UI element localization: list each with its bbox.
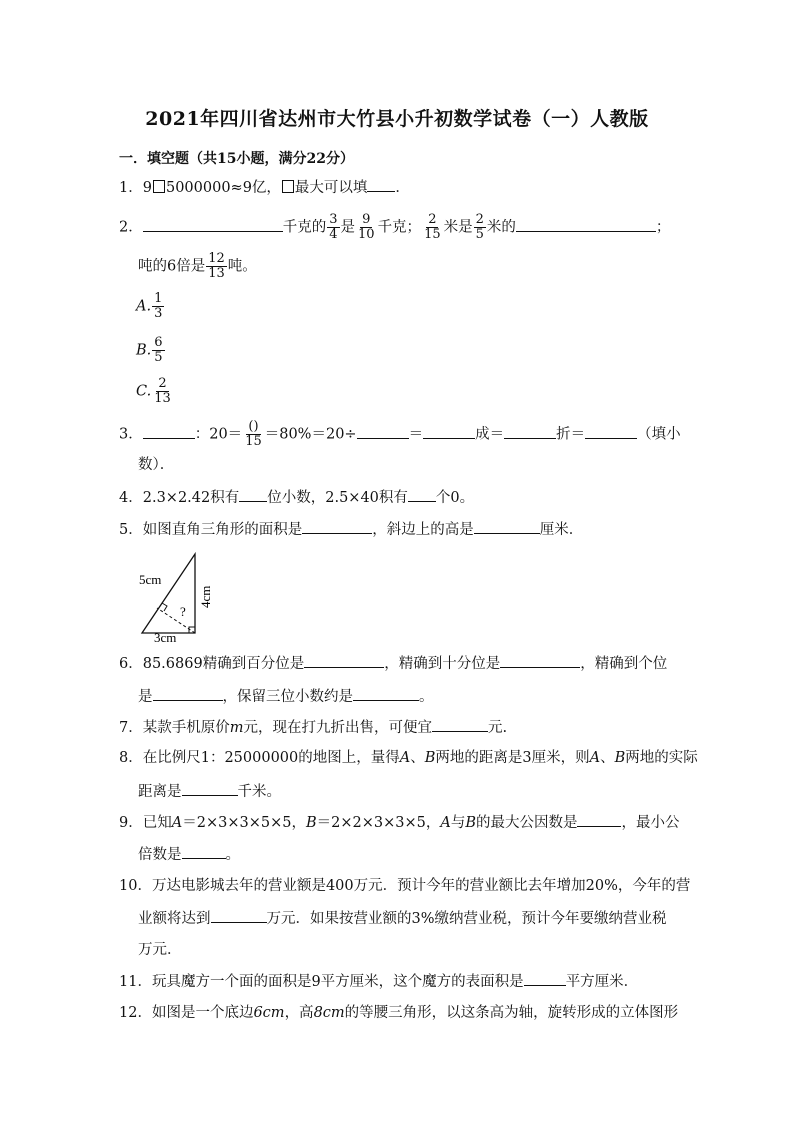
- q2-text: 吨。: [227, 258, 257, 275]
- numerator: 1: [154, 291, 163, 306]
- page-title: 2021年四川省达州市大竹县小升初数学试卷（一）人教版: [145, 108, 649, 130]
- answer-blank[interactable]: [153, 686, 223, 701]
- q1-text-a: 9: [142, 180, 152, 196]
- triangle-outline: [142, 554, 195, 633]
- q1-text-c: 最大可以填: [294, 180, 368, 196]
- q12-base-value: 6cm: [253, 1005, 285, 1021]
- height-label: 4cm: [198, 585, 213, 608]
- point-a: A: [589, 750, 601, 766]
- question-number: 9．: [119, 815, 143, 831]
- fraction: [474, 213, 486, 242]
- question-10-line-2: [138, 908, 667, 929]
- option-a[interactable]: [136, 292, 165, 321]
- denominator: 15: [245, 434, 262, 449]
- q2-text: ；: [655, 219, 671, 236]
- q3-text: ＝: [408, 426, 424, 443]
- fraction: [243, 420, 264, 449]
- answer-blank[interactable]: [432, 717, 488, 732]
- denominator: 3: [154, 306, 163, 321]
- q9-text: 与: [450, 815, 466, 831]
- question-number: 4．: [119, 490, 143, 506]
- q8-text: 距离是: [138, 784, 182, 800]
- q1-text-d: ．: [395, 180, 410, 196]
- numerator: 2: [475, 212, 484, 227]
- question-12: [119, 1003, 678, 1023]
- question-number: 11．: [119, 974, 152, 990]
- question-3-line-2: [138, 455, 174, 475]
- denominator: 5: [154, 350, 163, 365]
- q2-text: 千克；: [377, 219, 422, 236]
- answer-blank[interactable]: [182, 844, 226, 859]
- option-letter: B.: [136, 342, 152, 359]
- answer-blank[interactable]: [357, 424, 409, 439]
- question-6: [119, 653, 667, 674]
- fraction: [327, 213, 339, 242]
- answer-blank[interactable]: [577, 812, 621, 827]
- numerator: 3: [329, 212, 338, 227]
- question-number: 8．: [119, 750, 143, 766]
- right-triangle-figure: [136, 548, 226, 644]
- q12-height-value: 8cm: [313, 1005, 345, 1021]
- q3-text: ：20＝: [194, 426, 243, 443]
- q6-text: 是: [138, 689, 153, 705]
- q9-text: 已知: [142, 815, 172, 831]
- section-heading: 一．填空题（共15小题，满分22分）: [119, 151, 354, 167]
- answer-blank[interactable]: [474, 519, 540, 534]
- question-2: [119, 213, 670, 242]
- q9-text: ＝2×3×3×5×5，: [182, 815, 306, 831]
- q11-text: 平方厘米．: [565, 974, 639, 990]
- q11-text: 玩具魔方一个面的面积是9平方厘米，这个魔方的表面积是: [151, 974, 524, 990]
- question-number: 7．: [119, 720, 143, 736]
- numerator: (): [248, 419, 259, 434]
- answer-blank[interactable]: [500, 653, 580, 668]
- question-10-line-3: [138, 940, 182, 960]
- q2-text: 吨的6倍是: [138, 258, 206, 275]
- q9-text: 倍数是: [138, 847, 182, 863]
- q9-text: ＝2×2×3×3×5，: [316, 815, 441, 831]
- q3-text: ＝80%＝20÷: [264, 426, 357, 443]
- denominator: 13: [208, 266, 225, 281]
- question-number: 3．: [119, 426, 143, 443]
- numerator: 2: [428, 212, 437, 227]
- answer-blank[interactable]: [524, 971, 566, 986]
- question-6-line-2: [138, 686, 434, 707]
- question-7: [119, 717, 507, 738]
- q5-text: ，斜边上的高是: [372, 522, 474, 538]
- square-box-icon: [153, 180, 165, 193]
- q4-text: 2.3×2.42积有: [142, 490, 240, 506]
- answer-blank[interactable]: [353, 686, 419, 701]
- q9-text: 。: [225, 847, 240, 863]
- fraction: [356, 213, 377, 242]
- variable-m: m: [229, 720, 244, 736]
- q5-text: 厘米．: [539, 522, 584, 538]
- q6-text: ，保留三位小数约是: [222, 689, 353, 705]
- q6-text: ，精确到十分位是: [384, 656, 501, 672]
- question-number: 10．: [119, 878, 152, 894]
- q6-text: ，精确到个位: [580, 656, 668, 672]
- question-9: [119, 812, 679, 833]
- question-number: 1．: [119, 180, 143, 196]
- fraction: [152, 292, 164, 321]
- q8-text: 在比例尺1：25000000的地图上，量得: [142, 750, 400, 766]
- q1-text-b: 5000000≈9亿，: [165, 180, 281, 196]
- question-number: 5．: [119, 522, 143, 538]
- hypotenuse-label: 5cm: [139, 572, 162, 587]
- answer-blank[interactable]: [211, 908, 267, 923]
- q6-text: 。: [419, 689, 434, 705]
- q5-text: 如图直角三角形的面积是: [142, 522, 303, 538]
- numerator: 9: [362, 212, 371, 227]
- q9-text: ，最小公: [621, 815, 680, 831]
- point-b: B: [424, 750, 436, 766]
- question-8: [119, 748, 698, 768]
- answer-blank[interactable]: [304, 653, 384, 668]
- q3-text: 成＝: [475, 426, 505, 443]
- answer-blank[interactable]: [302, 519, 372, 534]
- numerator: 12: [208, 251, 225, 266]
- variable-b: B: [305, 815, 317, 831]
- fraction: [152, 336, 164, 365]
- q2-text: 米是: [443, 219, 473, 236]
- answer-blank[interactable]: [408, 487, 436, 502]
- q10-text: 万元．: [138, 942, 182, 958]
- fraction: [422, 213, 443, 242]
- q10-text: 万达电影城去年的营业额是400万元．预计今年的营业额比去年增加20%，今年的营: [151, 878, 691, 894]
- q9-text: 的最大公因数是: [475, 815, 578, 831]
- answer-blank[interactable]: [143, 217, 283, 232]
- fraction: [152, 377, 173, 406]
- question-10: [119, 876, 690, 896]
- question-number: 12．: [119, 1005, 152, 1021]
- q4-text: 位小数，2.5×40积有: [267, 490, 408, 506]
- question-mark-label: ?: [180, 604, 186, 619]
- answer-blank[interactable]: [504, 424, 556, 439]
- question-3: [119, 420, 681, 449]
- question-number: 2．: [119, 219, 143, 236]
- q8-text: 、: [410, 750, 425, 766]
- q2-text: 米的: [486, 219, 516, 236]
- numerator: 2: [158, 376, 167, 391]
- question-5: [119, 519, 583, 540]
- option-b[interactable]: [136, 336, 166, 365]
- denominator: 13: [154, 391, 171, 406]
- q6-text: 85.6869精确到百分位是: [142, 656, 305, 672]
- q2-text: 是: [340, 219, 356, 236]
- numerator: 6: [154, 335, 163, 350]
- q3-text: 折＝: [556, 426, 586, 443]
- answer-blank[interactable]: [423, 424, 475, 439]
- answer-blank[interactable]: [182, 781, 238, 796]
- q7-text: 某款手机原价: [142, 720, 230, 736]
- point-b: B: [614, 750, 626, 766]
- q7-text: 元.: [487, 720, 508, 736]
- question-4: [119, 487, 474, 508]
- denominator: 10: [358, 227, 375, 242]
- q7-text: 元，现在打九折出售，可便宜: [243, 720, 432, 736]
- q10-text: 业额将达到: [138, 911, 211, 927]
- q8-text: 两地的实际: [625, 750, 698, 766]
- q12-text: 如图是一个底边: [151, 1005, 254, 1021]
- q8-text: 两地的距离是3厘米，则: [435, 750, 590, 766]
- q8-text: 、: [600, 750, 615, 766]
- q3-text: 数）．: [138, 457, 175, 473]
- option-letter: A.: [136, 298, 152, 315]
- q10-text: 万元．如果按营业额的3%缴纳营业税，预计今年要缴纳营业税: [266, 911, 667, 927]
- question-11: [119, 971, 638, 992]
- answer-blank[interactable]: [585, 424, 637, 439]
- q4-text: 个0。: [435, 490, 475, 506]
- q12-text: ，高: [284, 1005, 314, 1021]
- question-number: 6．: [119, 656, 143, 672]
- q3-text: （填小: [637, 426, 681, 443]
- variable-a: A: [440, 815, 451, 831]
- variable-b: B: [465, 815, 476, 831]
- answer-blank[interactable]: [239, 487, 267, 502]
- question-9-line-2: [138, 844, 240, 865]
- base-label: 3cm: [154, 630, 177, 644]
- denominator: 4: [329, 227, 338, 242]
- denominator: 5: [475, 227, 484, 242]
- square-box-icon: [282, 180, 294, 193]
- option-letter: C.: [136, 383, 152, 400]
- altitude-right-angle-mark: [162, 603, 167, 611]
- question-2-line-2: [138, 252, 257, 281]
- option-c[interactable]: [136, 377, 174, 406]
- fraction: [206, 252, 227, 281]
- q8-text: 千米。: [237, 784, 281, 800]
- question-8-line-2: [138, 781, 281, 802]
- q2-text: 千克的: [282, 219, 327, 236]
- question-1: [119, 177, 410, 198]
- point-a: A: [399, 750, 411, 766]
- answer-blank[interactable]: [516, 217, 656, 232]
- denominator: 15: [424, 227, 441, 242]
- q12-text: 的等腰三角形，以这条高为轴，旋转形成的立体图形: [344, 1005, 679, 1021]
- answer-blank[interactable]: [143, 424, 195, 439]
- variable-a: A: [171, 815, 183, 831]
- answer-blank[interactable]: [367, 177, 395, 192]
